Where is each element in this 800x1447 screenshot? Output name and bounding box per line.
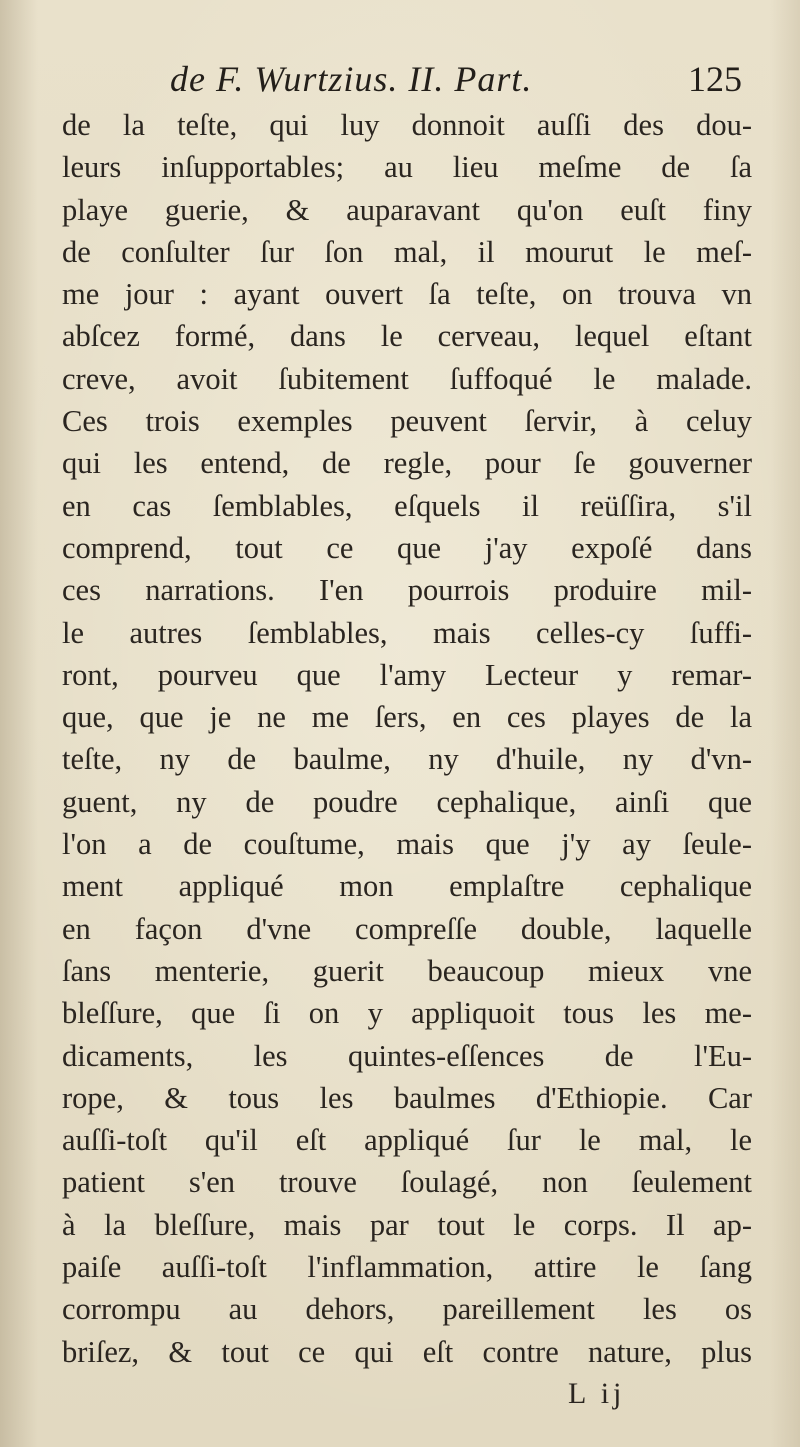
signature-mark: L ij	[568, 1377, 626, 1410]
text-line: de conſulter ſur ſon mal, il mourut le meſ-	[62, 234, 752, 269]
running-head-title: de F. Wurtzius. II. Part.	[170, 59, 533, 99]
text-line: auſſi-toſt qu'il eſt appliqué ſur le mal, le	[62, 1123, 752, 1158]
text-line: de la teſte, qui luy donnoit auſſi des dou-	[62, 108, 752, 142]
text-line: ſans menterie, guerit beaucoup mieux vne	[62, 953, 752, 988]
text-line: ces narrations. I'en pourrois produire mil-	[62, 573, 752, 608]
text-line: à la bleſſure, mais par tout le corps. Il ap-	[62, 1207, 752, 1242]
text-line: ment appliqué mon emplaſtre cephalique	[62, 869, 752, 904]
text-line: briſez, & tout ce qui eſt contre nature, plus	[62, 1334, 752, 1369]
text-line: corrompu au dehors, pareillement les os	[62, 1292, 752, 1327]
running-head	[60, 58, 760, 106]
text-line: que, que je ne me ſers, en ces playes de la	[62, 700, 752, 735]
text-line: patient s'en trouve ſoulagé, non ſeulement	[62, 1165, 752, 1200]
text-line: me jour : ayant ouvert ſa teſte, on trouva vn	[62, 277, 752, 312]
text-line: teſte, ny de baulme, ny d'huile, ny d'vn-	[62, 742, 752, 777]
text-line: comprend, tout ce que j'ay expoſé dans	[62, 530, 752, 565]
text-line: paiſe auſſi-toſt l'inflammation, attire le ſang	[62, 1250, 752, 1285]
text-line: creve, avoit ſubitement ſuffoqué le malade.	[62, 361, 752, 396]
text-line: leurs inſupportables; au lieu meſme de ſa	[62, 150, 752, 185]
text-line: abſcez formé, dans le cerveau, lequel eſtant	[62, 319, 752, 354]
text-line: dicaments, les quintes-eſſences de l'Eu-	[62, 1038, 752, 1073]
text-line: rope, & tous les baulmes d'Ethiopie. Car	[62, 1080, 752, 1115]
text-line: playe guerie, & auparavant qu'on euſt finy	[62, 192, 752, 227]
text-line: en façon d'vne compreſſe double, laquelle	[62, 911, 752, 946]
text-line: qui les entend, de regle, pour ſe gouverner	[62, 446, 752, 481]
text-line: Ces trois exemples peuvent ſervir, à celuy	[62, 404, 752, 439]
text-line: le autres ſemblables, mais celles-cy ſuffi-	[62, 615, 752, 650]
text-line: ront, pourveu que l'amy Lecteur y remar-	[62, 657, 752, 692]
page-number: 125	[688, 59, 742, 99]
text-line: l'on a de couſtume, mais que j'y ay ſeule-	[62, 827, 752, 862]
body-text	[62, 104, 752, 1373]
text-line: guent, ny de poudre cephalique, ainſi que	[62, 784, 752, 819]
text-line: bleſſure, que ſi on y appliquoit tous les me-	[62, 996, 752, 1031]
text-line: en cas ſemblables, eſquels il reüſſira, s'il	[62, 488, 752, 523]
